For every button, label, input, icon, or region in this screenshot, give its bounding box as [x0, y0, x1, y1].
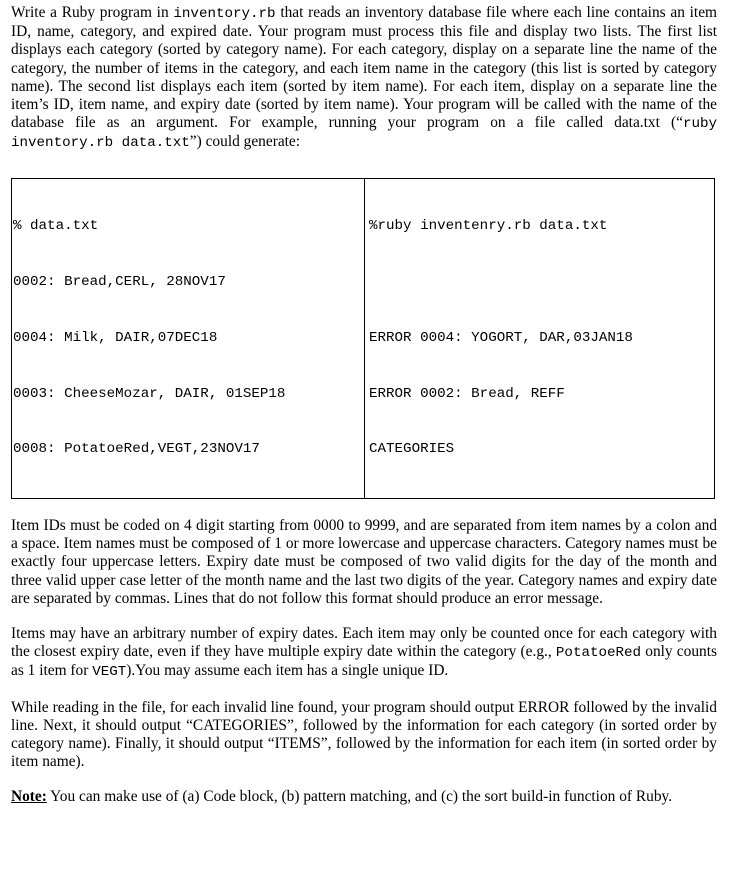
- expiry-text-3: ).You may assume each item has a single unique ID.: [126, 662, 449, 680]
- example-input-column: [12, 179, 365, 498]
- example-output-column: [365, 179, 714, 498]
- intro-text-1: Write a Ruby program in: [11, 4, 174, 21]
- output-line: CATEGORIES: [369, 441, 455, 458]
- expiry-rules-paragraph: [11, 625, 717, 682]
- input-line: 0004: Milk, DAIR,07DEC18: [13, 329, 218, 346]
- output-order-paragraph: While reading in the file, for each invalid line found, your program should output ERROR followed by the invalid line. Next, it should output “CATEGORIES”, followed by the information for each category (in sorted order by category name). Finally, it should output “ITEMS”, followed by the information for each item (in sorted order by item name).: [11, 698, 717, 771]
- input-line: 0003: CheeseMozar, DAIR, 01SEP18: [13, 385, 286, 402]
- output-line: [369, 496, 714, 498]
- note-label: Note:: [11, 788, 47, 806]
- output-line: ERROR 0002: Bread, REFF: [369, 385, 565, 402]
- output-line: ERROR 0004: YOGORT, DAR,03JAN18: [369, 329, 633, 346]
- output-line: [369, 273, 714, 292]
- document-page: [11, 4, 718, 806]
- input-line: % data.txt: [13, 218, 99, 235]
- intro-code-filename: inventory.rb: [173, 6, 276, 22]
- expiry-code-item: PotatoeRed: [555, 645, 642, 662]
- requirements-section: [11, 517, 717, 807]
- input-line: 0008: PotatoeRed,VEGT,23NOV17: [13, 441, 260, 458]
- intro-code-command: ruby inventory.rb data.txt: [11, 116, 717, 152]
- expiry-text-1: Items may have an arbitrary number of expiry dates. Each item may only be counted once for each category with the closest expiry date, even if they have multiple expiry date within the category (e.g.,: [11, 625, 717, 661]
- note-paragraph: [11, 788, 717, 806]
- intro-text-2: that reads an inventory database file where each line contains an item ID, name, category, and expired date. Your program must process this file and display two lists. The first list displays each category (sorted by category name). For each category, display on a separate line the name of the category, the number of items in the category, and each item name in the category (this list is sorted by category name). The second list displays each item (sorted by item name). For each item, display on a separate line the item’s ID, item name, and expiry date (sorted by item name). Your program will be called with the name of the database file as an argument. For example, running your program on a file called data.txt (“: [11, 4, 718, 132]
- expiry-text-2: only counts as 1 item for: [11, 643, 717, 680]
- intro-text-3: ”) could generate:: [189, 133, 301, 151]
- format-rules-paragraph: Item IDs must be coded on 4 digit starting from 0000 to 9999, and are separated from item names by a colon and a space. Item names must be composed of 1 or more lowercase and uppercase characters. Category names must be exactly four uppercase letters. Expiry date must be composed of two valid digits for the day of the month and three valid upper case letter of the month name and the last two digits of the year. Category names and expiry date are separated by commas. Lines that do not follow this format should produce an error message.: [11, 517, 717, 607]
- intro-paragraph: [11, 4, 717, 153]
- expiry-code-category: VEGT: [92, 664, 127, 681]
- example-table: [11, 178, 715, 499]
- input-line: 0002: Bread,CERL, 28NOV17: [13, 273, 226, 290]
- note-text: You can make use of (a) Code block, (b) pattern matching, and (c) the sort build-in function of Ruby.: [46, 788, 673, 806]
- input-line: [13, 496, 364, 498]
- output-line: %ruby inventenry.rb data.txt: [369, 218, 608, 235]
